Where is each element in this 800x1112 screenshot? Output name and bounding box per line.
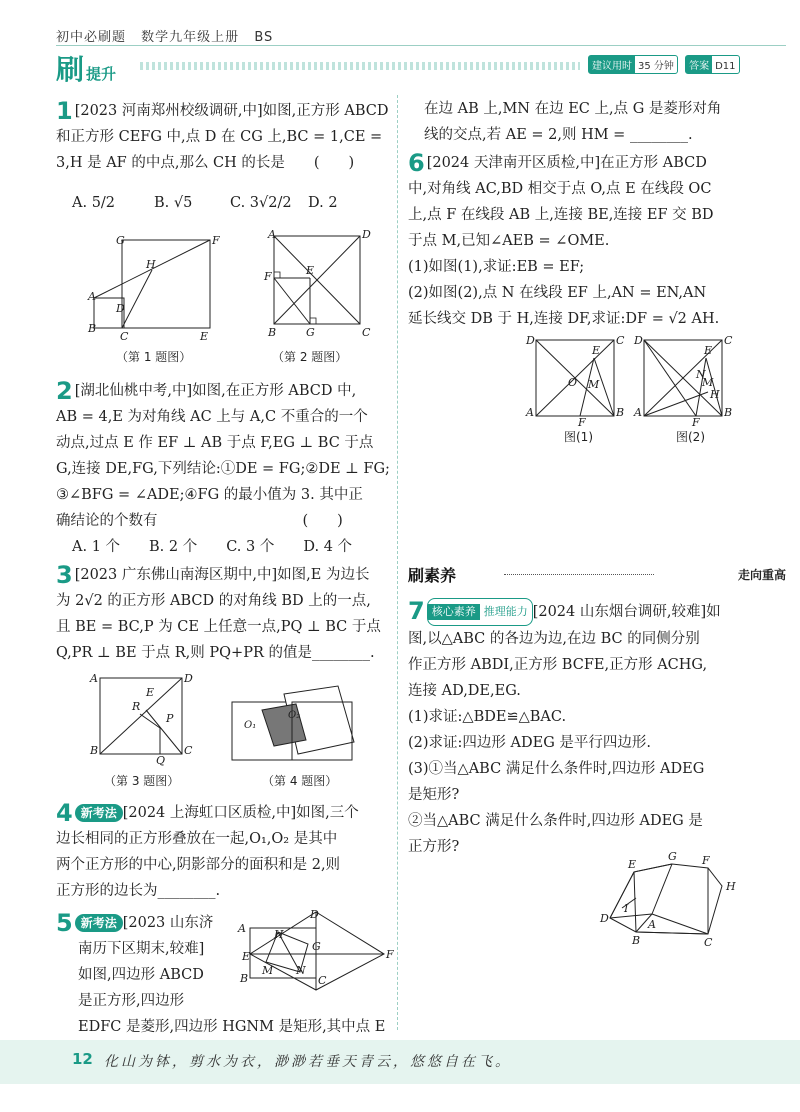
svg-text:A: A	[648, 918, 656, 931]
section-arrow	[504, 574, 654, 575]
label-g: G	[116, 234, 125, 247]
answer-key: 答案	[686, 56, 712, 73]
question-number: 6	[408, 149, 425, 177]
svg-text:A: A	[526, 406, 534, 419]
svg-text:C: C	[184, 744, 193, 757]
svg-text:A: A	[238, 922, 246, 935]
q1-line-2: 和正方形 CEFG 中,点 D 在 CG 上,BC = 1,CE =	[56, 129, 383, 145]
q4-line-1: [2024 上海虹口区质检,中]如图,三个	[122, 805, 359, 821]
figure-6-2-caption: 图(2)	[676, 430, 705, 444]
svg-text:N: N	[696, 368, 706, 381]
svg-text:D: D	[600, 912, 609, 925]
q6-line-1: [2024 天津南开区质检,中]在正方形 ABCD	[426, 155, 707, 171]
svg-text:E: E	[146, 686, 155, 699]
q7-line-1: [2024 山东烟台调研,较难]如	[532, 604, 721, 620]
question-number: 5	[56, 909, 73, 937]
q3-line-3: 且 BE = BC,P 为 CE 上任意一点,PQ ⊥ BC 于点	[56, 619, 381, 635]
q2-figure	[258, 228, 370, 342]
svg-text:B: B	[616, 406, 625, 419]
label-h: H	[146, 258, 156, 271]
question-number: 4	[56, 799, 73, 827]
question-number: 7	[408, 597, 425, 625]
svg-text:B: B	[632, 934, 641, 947]
q2-line-3: 动点,过点 E 作 EF ⊥ AB 于点 F,EG ⊥ BC 于点	[56, 435, 374, 451]
svg-text:B: B	[240, 972, 249, 985]
new-method-tag: 新考法	[75, 804, 123, 822]
q2-line-1: [湖北仙桃中考,中]如图,在正方形 ABCD 中,	[74, 383, 357, 399]
svg-text:D: D	[362, 228, 371, 241]
svg-text:O₂: O₂	[288, 710, 301, 721]
svg-text:O: O	[568, 376, 578, 389]
q7-line-6: (2)求证:四边形 ADEG 是平行四边形.	[408, 735, 652, 751]
q1-option-a[interactable]: A. 5/2	[72, 195, 116, 211]
section-title: 刷素养	[408, 566, 457, 585]
q7-line-5: (1)求证:△BDE≌△BAC.	[408, 709, 567, 725]
label-a: A	[88, 290, 96, 303]
label-c: C	[120, 330, 129, 343]
q6-line-7: 延长线交 DB 于 H,连接 DF,求证:DF = √2 AH.	[408, 311, 720, 327]
q5-line-2: 南历下区期末,较难]	[78, 941, 205, 957]
svg-text:D: D	[310, 908, 319, 921]
q1-line-3: 3,H 是 AF 的中点,那么 CH 的长是 ( )	[56, 155, 355, 171]
q4-figure	[226, 684, 362, 770]
svg-text:G: G	[312, 940, 321, 953]
q7-line-10: 正方形?	[408, 839, 460, 855]
figure-6-1-caption: 图(1)	[564, 430, 593, 444]
q5-line-5: EDFC 是菱形,四边形 HGNM 是矩形,其中点 E	[78, 1019, 386, 1035]
time-badge	[588, 55, 678, 74]
q4-line-2: 边长相同的正方形叠放在一起,O₁,O₂ 是其中	[56, 831, 338, 847]
q5-line-5-wrap	[78, 1014, 398, 1040]
question-3	[56, 562, 396, 666]
svg-text:M: M	[262, 964, 274, 977]
figure-2-caption: （第 2 题图）	[272, 350, 348, 364]
svg-text:Q: Q	[156, 754, 166, 767]
answer-badge	[685, 55, 739, 74]
q6-figure-1	[522, 330, 628, 429]
svg-text:F: F	[386, 948, 394, 961]
svg-text:F: F	[702, 854, 710, 867]
q5-right-line-2: 线的交点,若 AE = 2,则 HM = ________.	[424, 127, 693, 143]
page-footer	[0, 1040, 800, 1084]
q6-line-5: (1)如图(1),求证:EB = EF;	[408, 259, 585, 275]
q1-option-b[interactable]: B. √5	[154, 195, 193, 211]
q7-line-3: 作正方形 ABDI,正方形 BCFE,正方形 ACHG,	[408, 657, 708, 673]
question-4	[56, 800, 396, 904]
label-b: B	[88, 322, 97, 335]
q1-figure	[88, 232, 224, 344]
svg-text:F: F	[578, 416, 586, 429]
svg-text:M: M	[702, 376, 714, 389]
svg-text:E: E	[704, 344, 713, 357]
question-2	[56, 378, 396, 560]
q7-figure	[596, 850, 746, 950]
question-number: 1	[56, 97, 73, 125]
svg-text:C: C	[724, 334, 733, 347]
brand-small: 提升	[86, 65, 117, 83]
tag-a: 核心素养	[428, 604, 480, 620]
time-key: 建议用时	[589, 56, 635, 73]
svg-text:C: C	[318, 974, 327, 987]
q7-line-7: (3)①当△ABC 满足什么条件时,四边形 ADEG	[408, 761, 705, 777]
svg-text:E: E	[628, 858, 637, 871]
svg-text:C: C	[362, 326, 371, 339]
q2-line-4: G,连接 DE,FG,下列结论:①DE = FG;②DE ⊥ FG;	[56, 461, 390, 477]
q1-option-d[interactable]: D. 2	[308, 195, 338, 211]
q6-line-4: 于点 M,已知∠AEB = ∠OME.	[408, 233, 610, 249]
q6-line-6: (2)如图(2),点 N 在线段 EF 上,AN = EN,AN	[408, 285, 707, 301]
svg-text:H: H	[726, 880, 736, 893]
question-6	[408, 150, 788, 332]
figure-3-caption: （第 3 题图）	[104, 774, 180, 788]
new-method-tag: 新考法	[75, 914, 123, 932]
svg-text:C: C	[616, 334, 625, 347]
q2-line-2: AB = 4,E 为对角线 AC 上与 A,C 不重合的一个	[56, 409, 368, 425]
q7-line-2: 图,以△ABC 的各边为边,在边 BC 的同侧分别	[408, 631, 700, 647]
svg-text:C: C	[704, 936, 713, 949]
svg-text:D: D	[526, 334, 535, 347]
svg-text:H: H	[274, 928, 284, 941]
q4-line-4: 正方形的边长为________.	[56, 883, 221, 899]
q5-line-4: 是正方形,四边形	[78, 993, 185, 1009]
svg-text:E: E	[242, 950, 251, 963]
edition-label: BS	[254, 30, 274, 45]
svg-text:M: M	[588, 378, 600, 391]
subject-label: 数学九年级上册	[141, 30, 240, 45]
figure-1-caption: （第 1 题图）	[116, 350, 192, 364]
page-number: 12	[72, 1050, 93, 1068]
section-header	[408, 563, 786, 587]
svg-text:G: G	[306, 326, 315, 339]
svg-text:B: B	[724, 406, 733, 419]
svg-text:N: N	[296, 964, 306, 977]
q3-line-4: Q,PR ⊥ BE 于点 R,则 PQ+PR 的值是________.	[56, 645, 375, 661]
q1-option-c[interactable]: C. 3√2/2	[230, 195, 292, 211]
q5-right-line-1: 在边 AB 上,MN 在边 EC 上,点 G 是菱形对角	[424, 101, 722, 117]
svg-text:A: A	[90, 672, 98, 685]
core-literacy-tag	[427, 598, 533, 626]
svg-text:B: B	[268, 326, 277, 339]
svg-text:E: E	[306, 264, 315, 277]
q3-line-2: 为 2√2 的正方形 ABCD 的对角线 BD 上的一点,	[56, 593, 371, 609]
label-f: F	[212, 234, 220, 247]
q2-line-5: ③∠BFG = ∠ADE;④FG 的最小值为 3. 其中正	[56, 487, 363, 503]
label-e: E	[200, 330, 209, 343]
time-answer-box	[588, 55, 744, 74]
q3-line-1: [2023 广东佛山南海区期中,中]如图,E 为边长	[74, 567, 370, 583]
svg-text:D: D	[184, 672, 193, 685]
q5-figure	[238, 904, 394, 1002]
svg-text:F: F	[692, 416, 700, 429]
section-brand	[56, 48, 116, 88]
question-number: 2	[56, 377, 73, 405]
answer-value: D11	[715, 61, 736, 72]
svg-text:D: D	[634, 334, 643, 347]
question-1	[56, 98, 396, 176]
tag-b: 推理能力	[483, 605, 528, 618]
svg-text:P: P	[166, 712, 174, 725]
q1-line-1: [2023 河南郑州校级调研,中]如图,正方形 ABCD	[74, 103, 389, 119]
header-rule	[56, 45, 786, 46]
q6-figure-2	[634, 330, 740, 429]
series-label: 初中必刷题	[56, 30, 127, 45]
q6-line-2: 中,对角线 AC,BD 相交于点 O,点 E 在线段 OC	[408, 181, 712, 197]
question-5	[56, 910, 256, 1014]
footer-quote: 化山为钵，剪水为衣，渺渺若垂天青云，悠悠自在飞。	[104, 1054, 512, 1070]
dotted-rule	[140, 62, 580, 70]
label-d: D	[116, 302, 125, 315]
q7-line-8: 是矩形?	[408, 787, 460, 803]
time-value: 35 分钟	[638, 61, 674, 72]
figure-4-caption: （第 4 题图）	[262, 774, 338, 788]
q3-figure	[86, 670, 196, 766]
svg-text:R: R	[132, 700, 141, 713]
svg-text:G: G	[668, 850, 677, 863]
q4-line-3: 两个正方形的中心,阴影部分的面积和是 2,则	[56, 857, 341, 873]
q6-line-3: 上,点 F 在线段 AB 上,连接 BE,连接 EF 交 BD	[408, 207, 714, 223]
svg-text:A: A	[634, 406, 642, 419]
column-divider	[397, 95, 398, 1030]
svg-text:A: A	[268, 228, 276, 241]
svg-text:F: F	[264, 270, 272, 283]
svg-text:E: E	[592, 344, 601, 357]
brand-big: 刷	[56, 53, 85, 86]
q2-options[interactable]: A. 1 个 B. 2 个 C. 3 个 D. 4 个	[72, 539, 353, 555]
question-number: 3	[56, 561, 73, 589]
q5-continued	[424, 96, 786, 148]
question-7	[408, 598, 788, 860]
section-right-label: 走向重高	[737, 568, 786, 582]
header-series	[56, 26, 283, 45]
q2-line-6: 确结论的个数有 ( )	[56, 513, 343, 529]
svg-text:H: H	[710, 388, 720, 401]
q7-line-9: ②当△ABC 满足什么条件时,四边形 ADEG 是	[408, 813, 703, 829]
q5-line-1: [2023 山东济	[122, 915, 214, 931]
svg-text:I: I	[624, 902, 629, 915]
svg-text:B: B	[90, 744, 99, 757]
q5-line-3: 如图,四边形 ABCD	[78, 967, 204, 983]
svg-text:O₁: O₁	[244, 720, 257, 731]
q7-line-4: 连接 AD,DE,EG.	[408, 683, 521, 699]
